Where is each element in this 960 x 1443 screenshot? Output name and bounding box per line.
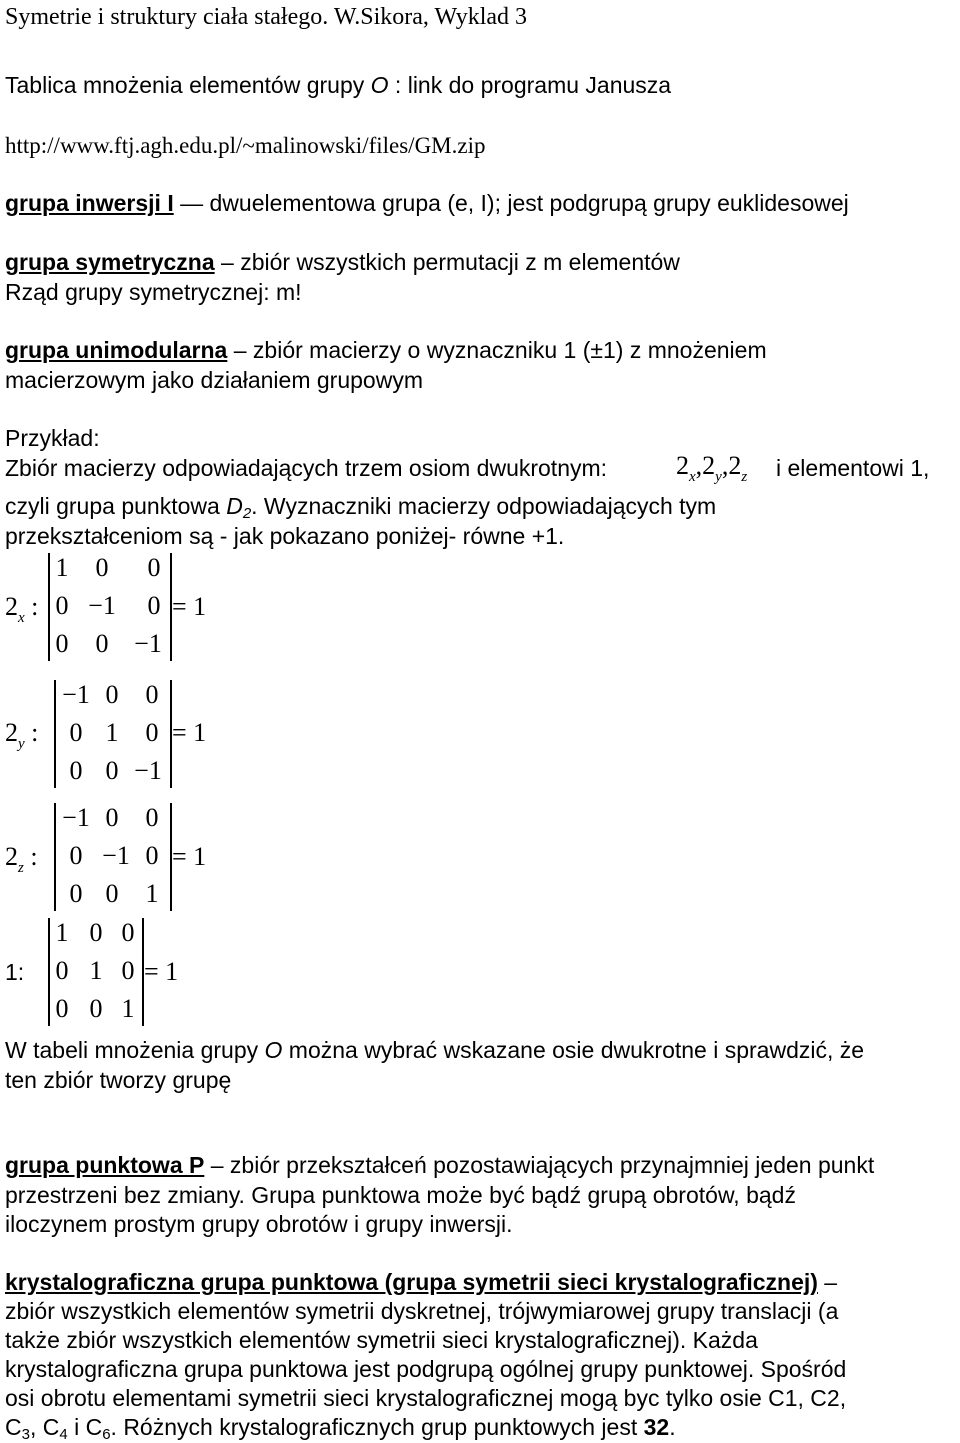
example-line-1-tail: i elementowi 1,: [776, 455, 930, 481]
d2-symbol: D2: [226, 493, 252, 522]
inversion-definition: [5, 190, 849, 217]
unimodular-term: grupa unimodularna: [5, 337, 228, 363]
det-label: $2_x$ :: [5, 592, 39, 626]
symmetric-order: Rząd grupy symetrycznej: m!: [5, 279, 302, 305]
example-line-2: czyli grupa punktowa D2. Wyznaczniki macierzy odpowiadających tym: [5, 493, 717, 522]
crystal-line-2: zbiór wszystkich elementów symetrii dyskretnej, trójwymiarowej grupy translacji (a: [5, 1298, 839, 1324]
crystal-line-5: osi obrotu elementami symetrii sieci krystalograficznej mogą byc tylko osie C1, C2,: [5, 1385, 847, 1411]
crystal-line-3: także zbiór wszystkich elementów symetrii sieci krystalograficznej). Każda: [5, 1327, 758, 1353]
det-matrix: −1 0 0 0 −1 0 0 0 1: [54, 803, 172, 911]
table-line-text: Tablica mnożenia elementów grupy: [5, 72, 371, 98]
point-group-term: grupa punktowa P: [5, 1152, 205, 1178]
det-result: = 1: [172, 592, 207, 621]
det-matrix: 1 0 0 0 1 0 0 0 1: [48, 918, 144, 1026]
det-label: $2_y$ :: [5, 718, 39, 752]
note-line-2: ten zbiór tworzy grupę: [5, 1067, 232, 1093]
det-label: 1:: [5, 959, 25, 985]
det-result: = 1: [172, 842, 207, 871]
crystal-line-4: krystalograficzna grupa punktowa jest podgrupą ogólnej grupy punktowej. Spośród: [5, 1356, 847, 1382]
det-matrix: 1 0 0 0 −1 0 0 0 −1: [48, 553, 172, 661]
group-o-symbol: O: [370, 72, 389, 98]
group-count: 32: [643, 1414, 670, 1440]
symmetric-definition: [5, 249, 680, 276]
example-line-1: [5, 455, 607, 482]
example-line-3: przekształceniom są - jak pokazano poniżej- równe +1.: [5, 523, 565, 549]
det-result: = 1: [172, 718, 207, 747]
det-label: $2_z$ :: [5, 842, 38, 876]
table-link-line: [5, 72, 671, 99]
det-result: = 1: [144, 957, 179, 986]
unimodular-text: – zbiór macierzy o wyznaczniku 1 (±1) z mnożeniem: [227, 337, 767, 363]
det-matrix: −1 0 0 0 1 0 0 0 −1: [54, 680, 172, 788]
point-group-definition: grupa punktowa P – zbiór przekształceń pozostawiających przynajmniej jeden punkt: [5, 1152, 875, 1178]
point-group-line-2: przestrzeni bez zmiany. Grupa punktowa może być bądź grupą obrotów, bądź: [5, 1182, 796, 1208]
page-title: Symetrie i struktury ciała stałego. W.Sikora, Wyklad 3: [5, 4, 528, 30]
table-line-tail: : link do programu Janusza: [388, 72, 672, 98]
note-line-1: W tabeli mnożenia grupy O można wybrać wskazane osie dwukrotne i sprawdzić, że: [5, 1037, 865, 1063]
twofold-axes-formula: $2_x,2_y,2_z$: [676, 451, 748, 485]
point-group-line-3: iloczynem prostym grupy obrotów i grupy inwersji.: [5, 1211, 513, 1237]
crystal-group-term: krystalograficzna grupa punktowa (grupa symetrii sieci krystalograficznej): [5, 1269, 818, 1295]
crystal-group-definition: krystalograficzna grupa punktowa (grupa symetrii sieci krystalograficznej) –: [5, 1269, 838, 1295]
unimodular-text-2: macierzowym jako działaniem grupowym: [5, 367, 423, 393]
program-url-link[interactable]: http://www.ftj.agh.edu.pl/~malinowski/files/GM.zip: [5, 133, 486, 158]
symmetric-text: – zbiór wszystkich permutacji z m elementów: [214, 249, 680, 275]
inversion-term: grupa inwersji I: [5, 190, 174, 216]
example-text: Zbiór macierzy odpowiadających trzem osiom dwukrotnym:: [5, 455, 608, 481]
example-label: Przykład:: [5, 425, 100, 451]
inversion-text: — dwuelementowa grupa (e, I); jest podgrupą grupy euklidesowej: [173, 190, 849, 216]
crystal-line-6: C3, C4 i C6. Różnych krystalograficznych grup punktowych jest 32.: [5, 1414, 676, 1443]
symmetric-term: grupa symetryczna: [5, 249, 215, 275]
unimodular-definition: [5, 337, 767, 364]
